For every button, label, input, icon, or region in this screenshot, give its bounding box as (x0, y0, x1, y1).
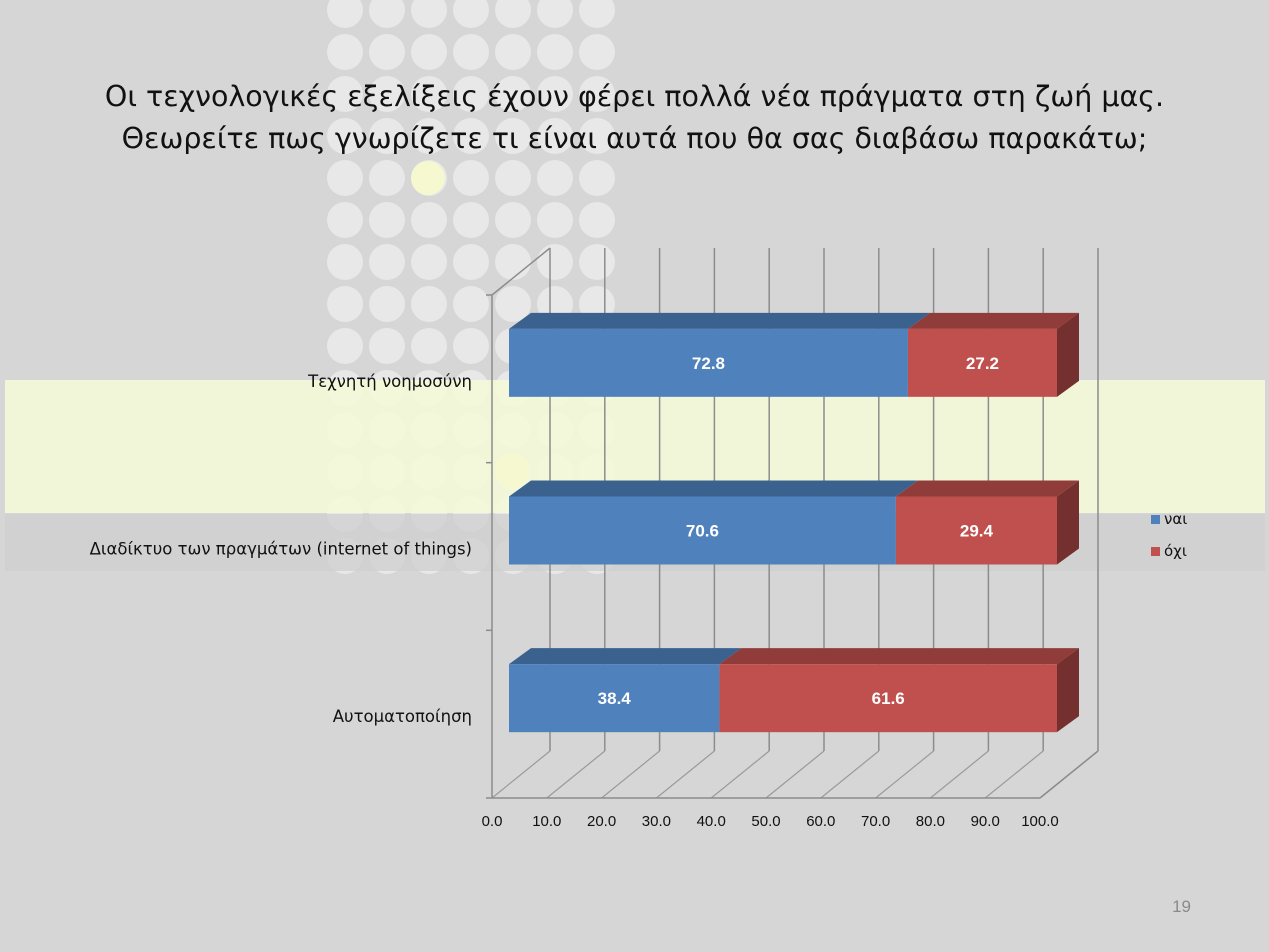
floor-gridline (656, 751, 714, 798)
page-number: 19 (1172, 897, 1191, 916)
category-label: Τεχνητή νοημοσύνη (308, 371, 472, 391)
x-tick-label: 60.0 (806, 813, 836, 830)
bar-segment-top (908, 313, 1079, 329)
category-label: Διαδίκτυο των πραγμάτων (internet of things) (89, 539, 472, 559)
data-label: 38.4 (597, 689, 631, 709)
bar-segment-top (719, 648, 1079, 664)
floor-gridline (930, 751, 988, 798)
x-tick-label: 70.0 (860, 813, 891, 830)
data-label: 27.2 (965, 353, 1000, 373)
floor-gridline (602, 751, 660, 798)
data-label: 70.6 (685, 521, 719, 541)
x-tick-label: 90.0 (970, 813, 1000, 830)
bar-segment-top (509, 648, 741, 664)
x-tick-label: 40.0 (696, 813, 726, 830)
legend-swatch (1151, 547, 1160, 556)
x-tick-label: 0.0 (481, 813, 503, 830)
wall-edge (492, 248, 550, 295)
floor-gridline (711, 751, 769, 798)
title-line-2: Θεωρείτε πως γνωρίζετε τι είναι αυτά που θα σας διαβάσω παρακάτω; (121, 122, 1148, 155)
x-tick-label: 20.0 (586, 813, 617, 830)
bar-segment-top (509, 313, 930, 329)
x-tick-label: 100.0 (1021, 813, 1059, 830)
legend (1151, 510, 1187, 560)
floor-gridline (766, 751, 824, 798)
bar-segment-top (896, 481, 1079, 497)
floor-gridline (876, 751, 934, 798)
legend-label: ναι (1164, 510, 1188, 528)
x-tick-label: 50.0 (751, 813, 781, 830)
floor-gridline (985, 751, 1043, 798)
data-label: 61.6 (871, 689, 905, 709)
category-label: Αυτοματοποίηση (332, 707, 472, 727)
bar-group (509, 481, 1079, 565)
floor-gridline (821, 751, 879, 798)
legend-swatch (1151, 515, 1160, 524)
x-tick-label: 80.0 (915, 813, 946, 830)
legend-label: όχι (1164, 542, 1187, 560)
floor-gridline (547, 751, 605, 798)
floor-edge (1040, 751, 1098, 798)
data-label: 72.8 (691, 353, 726, 373)
x-tick-label: 30.0 (641, 813, 672, 830)
x-tick-label: 10.0 (532, 813, 562, 830)
bar-group (509, 313, 1079, 397)
title-line-1: Οι τεχνολογικές εξελίξεις έχουν φέρει πολλά νέα πράγματα στη ζωή μας. (104, 80, 1165, 113)
data-label: 29.4 (959, 521, 993, 541)
bar-segment-top (509, 481, 918, 497)
floor-gridline (492, 751, 550, 798)
bar-group (509, 648, 1079, 732)
